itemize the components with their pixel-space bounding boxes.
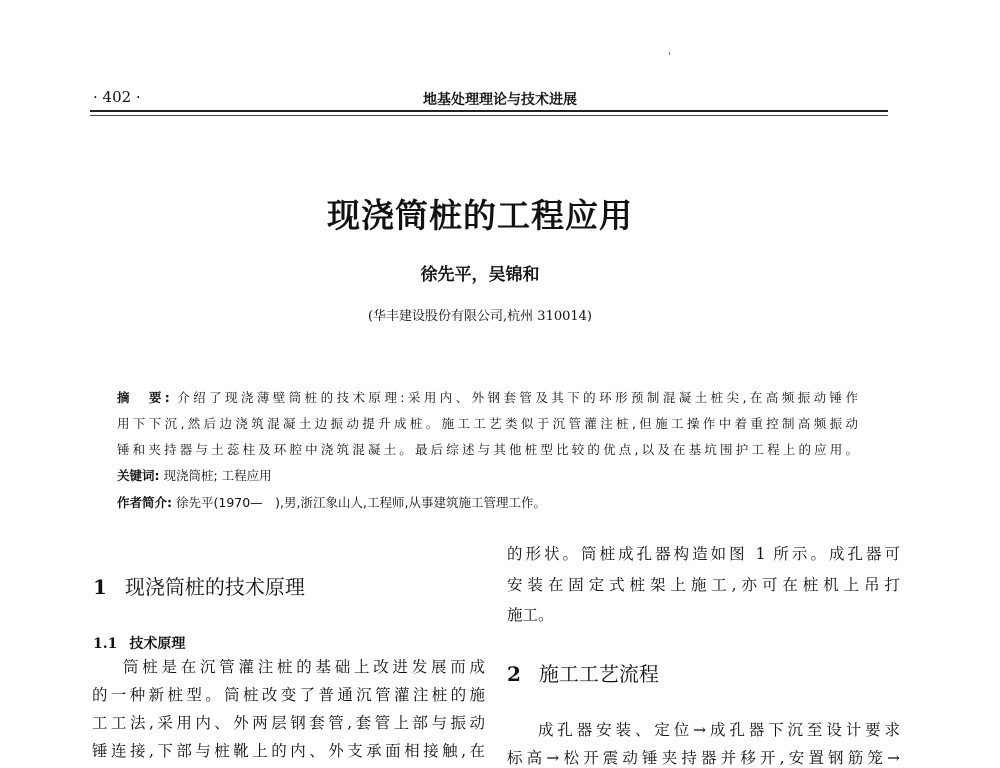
keywords: 关键词: 现浇筒桩; 工程应用	[117, 468, 272, 483]
body-line: 筒桩是在沉管灌注桩的基础上改进发展而成	[123, 658, 485, 676]
body-line: 施工。	[507, 606, 554, 624]
body-line: 安装在固定式桩架上施工,亦可在桩机上吊打	[507, 576, 900, 594]
header-rule	[90, 110, 888, 112]
author-intro-label: 作者简介:	[117, 495, 172, 510]
page-number: · 402 ·	[93, 88, 141, 106]
body-line: 的一种新桩型。筒桩改变了普通沉管灌注桩的施	[92, 686, 485, 704]
abstract-line: 摘 要: 介绍了现浇薄壁筒桩的技术原理:采用内、外钢套管及其下的环形预制混凝土桩尖,在高频振动锤作	[117, 390, 858, 405]
scan-speck	[669, 52, 670, 55]
paper-title: 现浇筒桩的工程应用	[327, 196, 633, 235]
body-line: 锤连接,下部与桩靴上的内、外支承面相接触,在	[92, 742, 485, 760]
affiliation: (华丰建设股份有限公司,杭州 310014)	[367, 309, 593, 324]
body-line: 的形状。筒桩成孔器构造如图 1 所示。成孔器可	[507, 545, 900, 563]
body-line: 标高→松开震动锤夹持器并移开,安置钢筋笼→	[507, 749, 900, 767]
section-2-heading: 2 施工工艺流程	[507, 662, 659, 686]
keywords-label: 关键词:	[117, 468, 160, 483]
authors: 徐先平，吴锦和	[420, 265, 540, 285]
author-intro: 作者简介: 徐先平(1970— ),男,浙江象山人,工程师,从事建筑施工管理工作。	[117, 495, 546, 510]
header-rule-thin	[90, 115, 888, 116]
body-line: 成孔器安装、定位→成孔器下沉至设计要求	[538, 721, 900, 739]
section-1-heading: 1 现浇筒桩的技术原理	[93, 575, 305, 599]
body-line: 工工法,采用内、外两层钢套管,套管上部与振动	[92, 714, 485, 732]
abstract-line: 用下下沉,然后边浇筑混凝土边振动提升成桩。施工工艺类似于沉管灌注桩,但施工操作中着重控制高频振动	[117, 416, 858, 431]
abstract-label: 摘 要:	[117, 390, 170, 405]
abstract-line: 锤和夹持器与土蕊柱及环腔中浇筑混凝土。最后综述与其他桩型比较的优点,以及在基坑围护工程上的应用。	[117, 442, 858, 457]
subsection-1-1-heading: 1.1 技术原理	[93, 636, 186, 652]
running-header: 地基处理理论与技术进展	[423, 92, 577, 108]
